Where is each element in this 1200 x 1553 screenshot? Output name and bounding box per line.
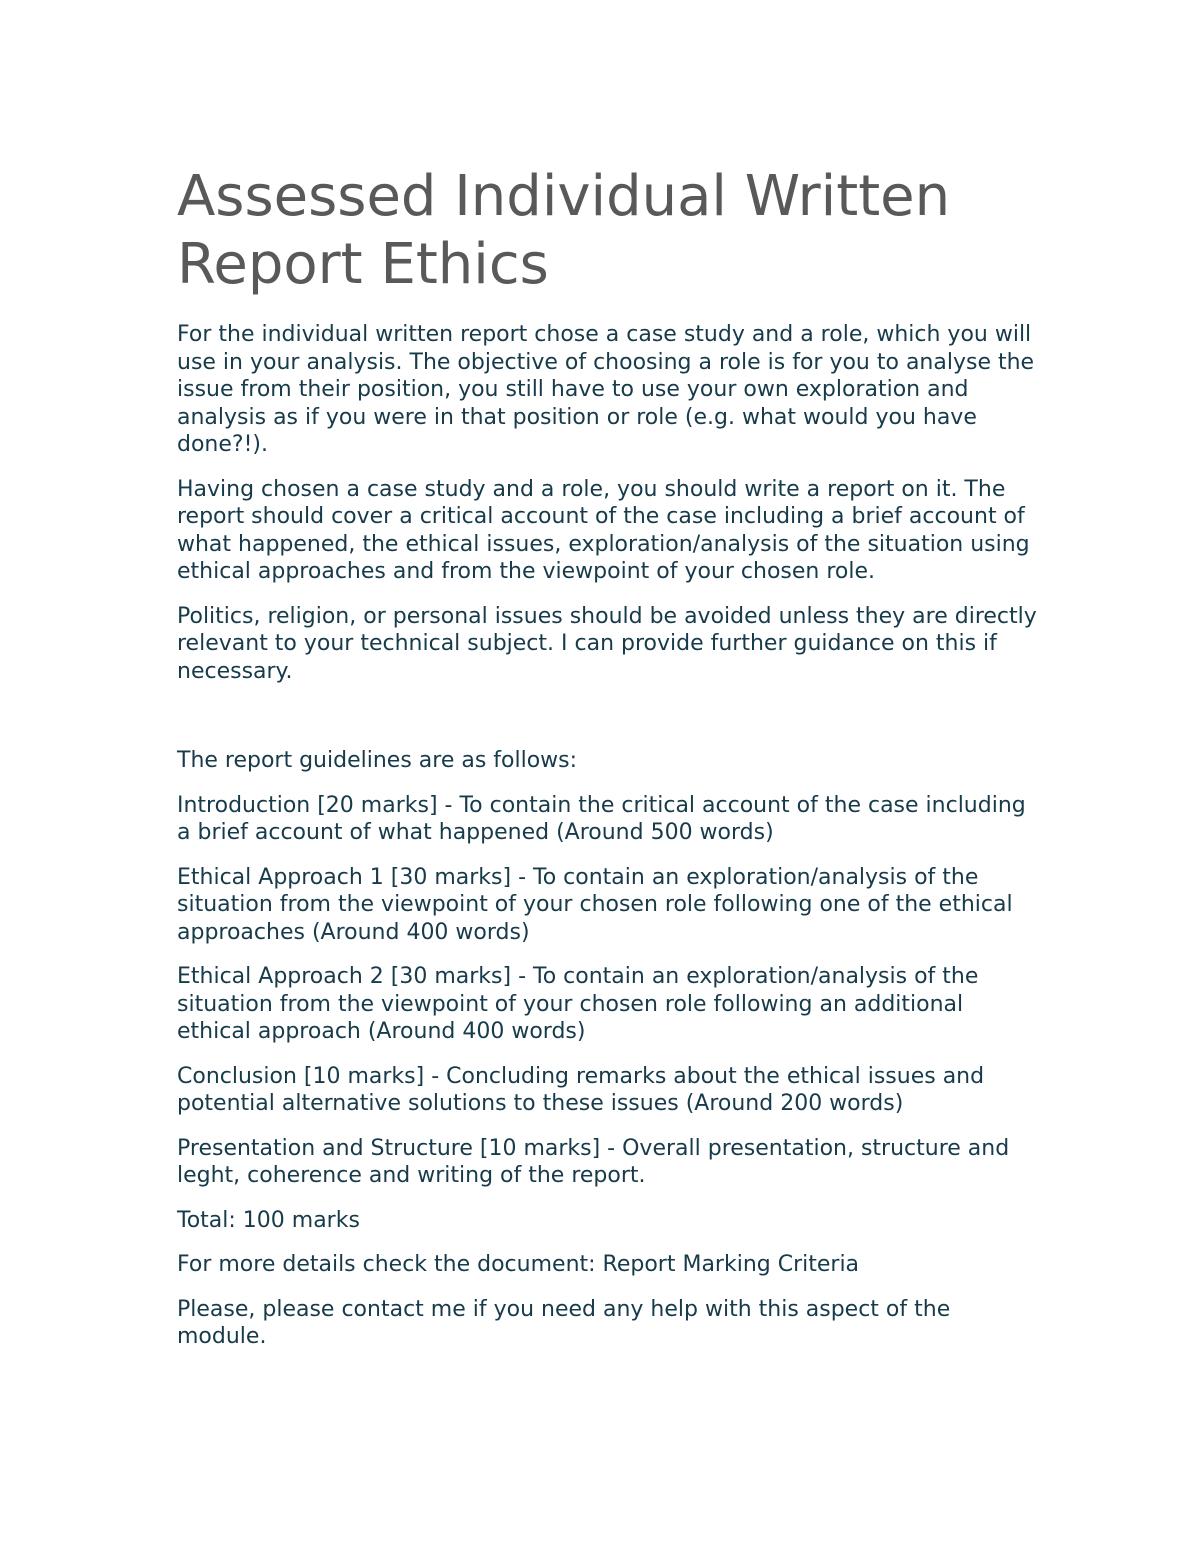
guidelines-heading: The report guidelines are as follows: <box>177 748 578 773</box>
more-details-note: For more details check the document: Report Marking Criteria <box>177 1252 860 1277</box>
guideline-conclusion: Conclusion [10 marks] - Concluding remarks about the ethical issues and potential alternative solutions to these issues (Around 200 words) <box>177 1063 985 1116</box>
total-marks: Total: 100 marks <box>177 1207 360 1233</box>
guideline-introduction: Introduction [20 marks] - To contain the critical account of the case including a brief account of what happened (Around 500 words) <box>177 792 1026 845</box>
guideline-ethical-approach-1: Ethical Approach 1 [30 marks] - To contain an exploration/analysis of the situation from the viewpoint of your chosen role following one of the ethical approaches (Around 400 words) <box>177 864 1013 945</box>
document-title: Assessed Individual Written Report Ethics <box>177 164 951 297</box>
guideline-ethical-approach-2: Ethical Approach 2 [30 marks] - To contain an exploration/analysis of the situation from the viewpoint of your chosen role following an additional ethical approach (Around 400 words) <box>177 964 979 1044</box>
intro-paragraph-role: For the individual written report chose a case study and a role, which you will use in your analysis. The objective of choosing a role is for you to analyse the issue from their position, you still have to use your own exploration and analysis as if you were in that position or role (e.g. what would you have done?!). <box>177 322 1035 457</box>
intro-paragraph-report: Having chosen a case study and a role, you should write a report on it. The report should cover a critical account of the case including a brief account of what happened, the ethical issues, exploration/analysis of the situation using ethical approaches and from the viewpoint of your chosen role. <box>177 476 1030 584</box>
intro-paragraph-politics: Politics, religion, or personal issues should be avoided unless they are directly relevant to your technical subject. I can provide further guidance on this if necessary. <box>177 603 1037 684</box>
contact-note: Please, please contact me if you need any help with this aspect of the module. <box>177 1296 951 1349</box>
guideline-presentation: Presentation and Structure [10 marks] - Overall presentation, structure and leght, coherence and writing of the report. <box>177 1135 1010 1188</box>
blank-line <box>177 702 1037 747</box>
document-page <box>177 163 1037 1368</box>
